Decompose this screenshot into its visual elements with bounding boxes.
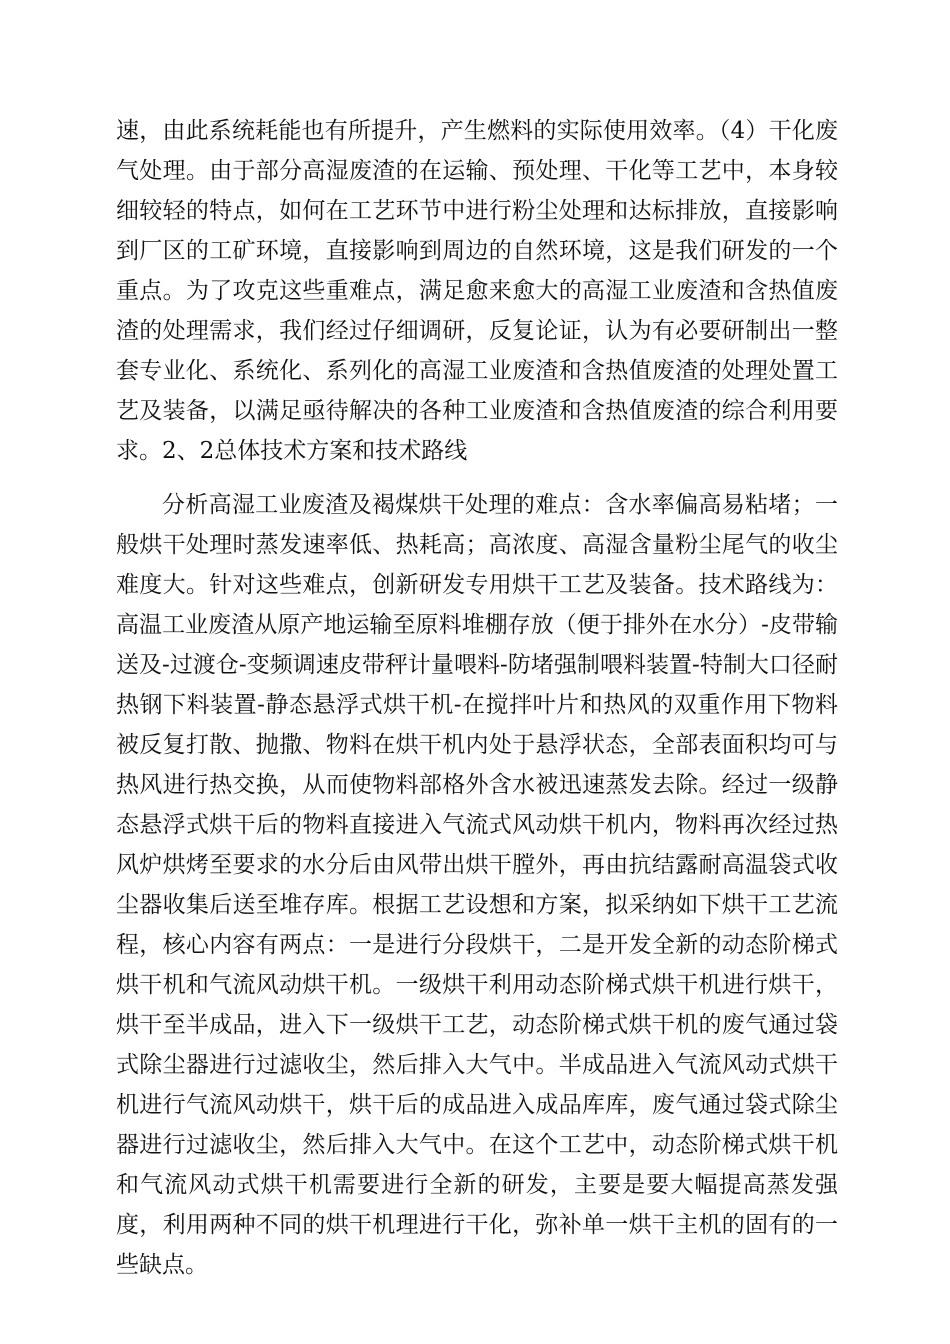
section-heading: 2、2总体技术方案和技术路线 [162, 438, 468, 464]
paragraph-continued: 速，由此系统耗能也有所提升，产生燃料的实际使用效率。（4）干化废气处理。由于部分高湿废渣的在运输、预处理、干化等工艺中，本身较细较轻的特点，如何在工艺环节中进行粉尘处理和达标排放，直接影响到厂区的工矿环境，直接影响到周边的自然环境，这是我们研发的一个重点。为了攻克这些重难点，满足愈来愈大的高湿工业废渣和含热值废渣的处理需求，我们经过仔细调研，反复论证，认为有必要研制出一整套专业化、系统化、系列化的高湿工业废渣和含热值废渣的处理处置工艺及装备，以满足亟待解决的各种工业废渣和含热值废渣的综合利用要求。 [116, 118, 838, 464]
paragraph-main: 分析高湿工业废渣及褐煤烘干处理的难点：含水率偏高易粘堵；一般烘干处理时蒸发速率低、热耗高；高浓度、高湿含量粉尘尾气的收尘难度大。针对这些难点，创新研发专用烘干工艺及装备。技术路线为：高温工业废渣从原产地运输至原料堆棚存放（便于排外在水分）-皮带输送及-过渡仓-变频调速皮带秤计量喂料-防堵强制喂料装置-特制大口径耐热钢下料装置-静态悬浮式烘干机-在搅拌叶片和热风的双重作用下物料被反复打散、抛撒、物料在烘干机内处于悬浮状态，全部表面积均可与热风进行热交换，从而使物料部格外含水被迅速蒸发去除。经过一级静态悬浮式烘干后的物料直接进入气流式风动烘干机内，物料再次经过热风炉烘烤至要求的水分后由风带出烘干膛外，再由抗结露耐高温袋式收尘器收集后送至堆存库。根据工艺设想和方案，拟采纳如下烘干工艺流程，核心内容有两点：一是进行分段烘干，二是开发全新的动态阶梯式烘干机和气流风动烘干机。一级烘干利用动态阶梯式烘干机进行烘干，烘干至半成品，进入下一级烘干工艺，动态阶梯式烘干机的废气通过袋式除尘器进行过滤收尘，然后排入大气中。半成品进入气流风动式烘干机进行气流风动烘干，烘干后的成品进入成品库库，废气通过袋式除尘器进行过滤收尘，然后排入大气中。在这个工艺中，动态阶梯式烘干机和气流风动式烘干机需要进行全新的研发，主要是要大幅提高蒸发强度，利用两种不同的烘干机理进行干化，弥补单一烘干主机的固有的一些缺点。 [116, 492, 838, 1278]
